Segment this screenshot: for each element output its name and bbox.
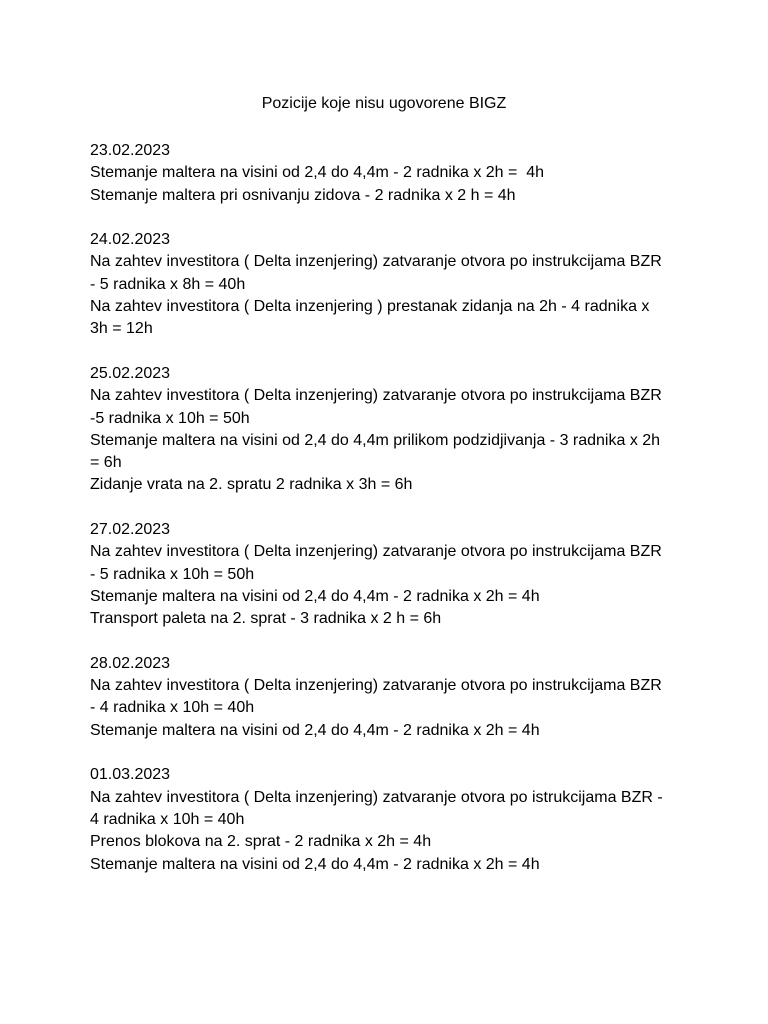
entry-line: Transport paleta na 2. sprat - 3 radnika x 2 h = 6h [90, 610, 442, 628]
entry-line: Stemanje maltera na visini od 2,4 do 4,4m - 2 radnika x 2h = 4h [90, 721, 540, 739]
document-body [90, 140, 690, 898]
entry-line: Na zahtev investitora ( Delta inzenjering) zatvaranje otvora po instrukcijama BZR [90, 677, 662, 695]
entry-line: -5 radnika x 10h = 50h [90, 409, 250, 427]
entry-line: Stemanje maltera pri osnivanju zidova - 2 radnika x 2 h = 4h [90, 186, 516, 204]
entry [90, 229, 690, 340]
entry-date: 24.02.2023 [90, 231, 171, 249]
entry [90, 653, 690, 742]
entry-line: Stemanje maltera na visini od 2,4 do 4,4m - 2 radnika x 2h = 4h [90, 855, 540, 873]
entry [90, 363, 690, 497]
entry-date: 28.02.2023 [90, 654, 171, 672]
document-title: Pozicije koje nisu ugovorene BIGZ [261, 95, 507, 112]
entry-line: - 5 radnika x 10h = 50h [90, 565, 255, 583]
entry-line: Stemanje maltera na visini od 2,4 do 4,4m - 2 radnika x 2h = 4h [90, 164, 545, 182]
entry-line: Na zahtev investitora ( Delta inzenjering) zatvaranje otvora po instrukcijama BZR [90, 543, 662, 561]
entry-date: 23.02.2023 [90, 142, 171, 159]
entry-line: Na zahtev investitora ( Delta inzenjering ) prestanak zidanja na 2h - 4 radnika x [90, 298, 650, 316]
entry [90, 140, 690, 207]
entry-line: Stemanje maltera na visini od 2,4 do 4,4m - 2 radnika x 2h = 4h [90, 587, 540, 605]
entry-line: = 6h [90, 454, 122, 472]
entry-line: 3h = 12h [90, 320, 153, 338]
entry-line: - 4 radnika x 10h = 40h [90, 699, 255, 717]
entry-line: Zidanje vrata na 2. spratu 2 radnika x 3h = 6h [90, 476, 413, 494]
entry-line: Na zahtev investitora ( Delta inzenjering) zatvaranje otvora po instrukcijama BZR [90, 253, 662, 271]
entry-date: 01.03.2023 [90, 766, 171, 784]
entry [90, 764, 690, 875]
entry-line: - 5 radnika x 8h = 40h [90, 275, 246, 293]
entry-date: 25.02.2023 [90, 364, 171, 382]
entry-line: Na zahtev investitora ( Delta inzenjering) zatvaranje otvora po instrukcijama BZR [90, 387, 662, 405]
entry-date: 27.02.2023 [90, 521, 171, 539]
entry [90, 519, 690, 630]
entry-line: Na zahtev investitora ( Delta inzenjering) zatvaranje otvora po istrukcijama BZR - [90, 788, 663, 806]
entry-line: Stemanje maltera na visini od 2,4 do 4,4m prilikom podzidjivanja - 3 radnika x 2h [90, 431, 661, 449]
entry-line: Prenos blokova na 2. sprat - 2 radnika x 2h = 4h [90, 833, 432, 851]
entry-line: 4 radnika x 10h = 40h [90, 810, 245, 828]
